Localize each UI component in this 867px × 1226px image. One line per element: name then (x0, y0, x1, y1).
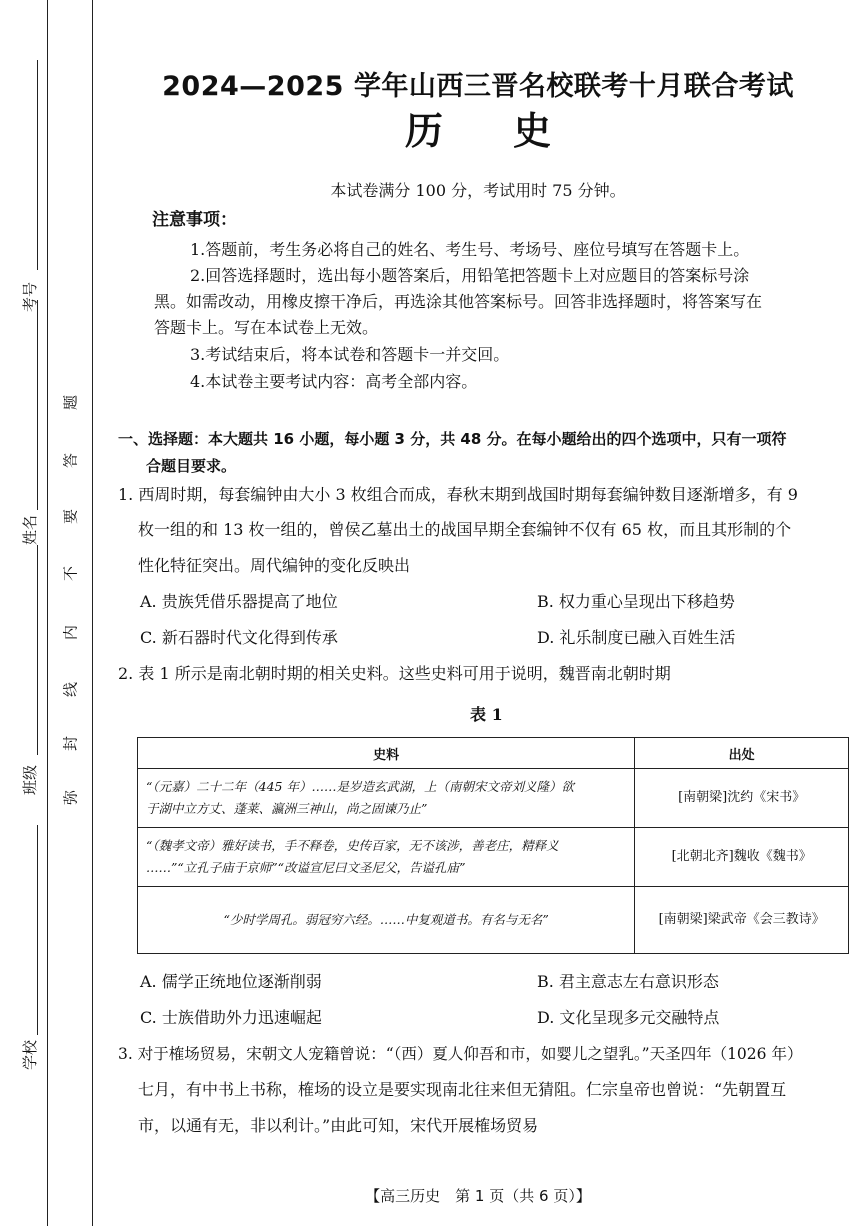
q1-stem-line: 性化特征突出。周代编钟的变化反映出 (138, 556, 411, 575)
seal-char: 答 (61, 453, 80, 469)
notice-line: 1.答题前，考生务必将自己的姓名、考生号、考场号、座位号填写在答题卡上。 (190, 240, 750, 259)
notice-line: 2.回答选择题时，选出每小题答案后，用铅笔把答题卡上对应题目的答案标号涂 (190, 266, 750, 285)
field-blank-school (37, 825, 38, 1035)
q1-stem-line: 1. 西周时期，每套编钟由大小 3 枚组合而成，春秋末期到战国时期每套编钟数目逐渐增多，有 9 (118, 485, 798, 504)
table-cell-source-text (138, 828, 635, 887)
table-header-source-text: 史料 (138, 738, 635, 769)
section-heading: 一、选择题：本大题共 16 小题，每小题 3 分，共 48 分。在每小题给出的四个选项中，只有一项符 (118, 430, 787, 448)
field-label-exam-number: 考号 (21, 282, 39, 313)
table-cell-source-text (138, 887, 635, 954)
source-text-line: 于湖中立方丈、蓬莱、瀛洲三神山，尚之固谏乃止” (146, 801, 428, 816)
field-blank-exam-number (37, 60, 38, 270)
binding-margin-outer-line (47, 0, 48, 1226)
notice-line: 4.本试卷主要考试内容：高考全部内容。 (190, 372, 478, 391)
seal-char: 弥 (61, 790, 80, 806)
seal-char: 内 (61, 625, 80, 641)
binding-margin-inner-line (92, 0, 93, 1226)
q1-option-a: A. 贵族凭借乐器提高了地位 (140, 592, 338, 611)
table-cell-origin: [南朝梁]梁武帝《会三教诗》 (635, 887, 849, 954)
exam-title: 2024—2025 学年山西三晋名校联考十月联合考试 (162, 71, 794, 102)
table-caption: 表 1 (470, 705, 503, 724)
table-cell-origin: [南朝梁]沈约《宋书》 (635, 769, 849, 828)
table-header-origin: 出处 (635, 738, 849, 769)
subject-title: 历史 (404, 109, 621, 153)
table-cell-source-text (138, 769, 635, 828)
q1-option-c: C. 新石器时代文化得到传承 (140, 628, 338, 647)
q1-option-b: B. 权力重心呈现出下移趋势 (537, 592, 735, 611)
source-text-line: “（元嘉）二十二年（445 年）……是岁造玄武湖，上（南朝宋文帝刘义隆）欲 (146, 779, 574, 794)
seal-char: 要 (61, 509, 80, 525)
notice-heading: 注意事项： (152, 210, 237, 230)
q3-stem-line: 3. 对于榷场贸易，宋朝文人宠籍曾说：“（西）夏人仰吾和市，如婴儿之望乳。”天圣四年（1026 年） (118, 1045, 803, 1063)
q1-option-d: D. 礼乐制度已融入百姓生活 (537, 628, 736, 647)
source-text-line: “少时学周孔。弱冠穷六经。……中复观道书。有名与无名” (223, 912, 549, 927)
seal-char: 题 (61, 395, 80, 411)
exam-info: 本试卷满分 100 分，考试用时 75 分钟。 (330, 181, 626, 200)
notice-line: 3.考试结束后，将本试卷和答题卡一并交回。 (190, 345, 510, 364)
table-row (138, 828, 849, 887)
field-label-name: 姓名 (21, 515, 39, 546)
seal-char: 不 (61, 566, 80, 582)
seal-char: 封 (61, 736, 80, 752)
field-label-class: 班级 (21, 765, 39, 796)
source-text-line: “（魏孝文帝）雅好读书，手不释卷，史传百家，无不该涉，善老庄，精释义 (146, 838, 559, 853)
source-text-line: ……”“立孔子庙于京师”“改谥宣尼曰文圣尼父，告谥孔庙” (146, 860, 466, 875)
table-row (138, 887, 849, 954)
q2-option-c: C. 士族借助外力迅速崛起 (140, 1008, 322, 1027)
field-label-school: 学校 (21, 1040, 39, 1071)
q2-option-d: D. 文化呈现多元交融特点 (537, 1008, 720, 1027)
source-table (137, 737, 849, 954)
field-blank-class (37, 545, 38, 755)
page-footer: 【高三历史 第 1 页（共 6 页）】 (365, 1187, 591, 1205)
table-cell-origin: [北朝北齐]魏收《魏书》 (635, 828, 849, 887)
q1-stem-line: 枚一组的和 13 枚一组的，曾侯乙墓出土的战国早期全套编钟不仅有 65 枚，而且其形制的个 (138, 520, 792, 539)
q3-stem-line: 七月，有中书上书称，榷场的设立是要实现南北往来但无猜阻。仁宗皇帝也曾说：“先朝置互 (138, 1080, 787, 1099)
seal-char: 线 (61, 682, 80, 698)
field-blank-name (37, 300, 38, 510)
section-heading-cont: 合题目要求。 (146, 457, 237, 475)
q2-stem: 2. 表 1 所示是南北朝时期的相关史料。这些史料可用于说明，魏晋南北朝时期 (118, 664, 671, 683)
q3-stem-line: 市，以通有无，非以利计。”由此可知，宋代开展榷场贸易 (138, 1116, 539, 1135)
table-row (138, 769, 849, 828)
notice-line: 答题卡上。写在本试卷上无效。 (154, 318, 379, 337)
q2-option-a: A. 儒学正统地位逐渐削弱 (140, 972, 322, 991)
table-header-row (138, 738, 849, 769)
notice-line: 黑。如需改动，用橡皮擦干净后，再选涂其他答案标号。回答非选择题时，将答案写在 (154, 292, 763, 311)
q2-option-b: B. 君主意志左右意识形态 (537, 972, 719, 991)
